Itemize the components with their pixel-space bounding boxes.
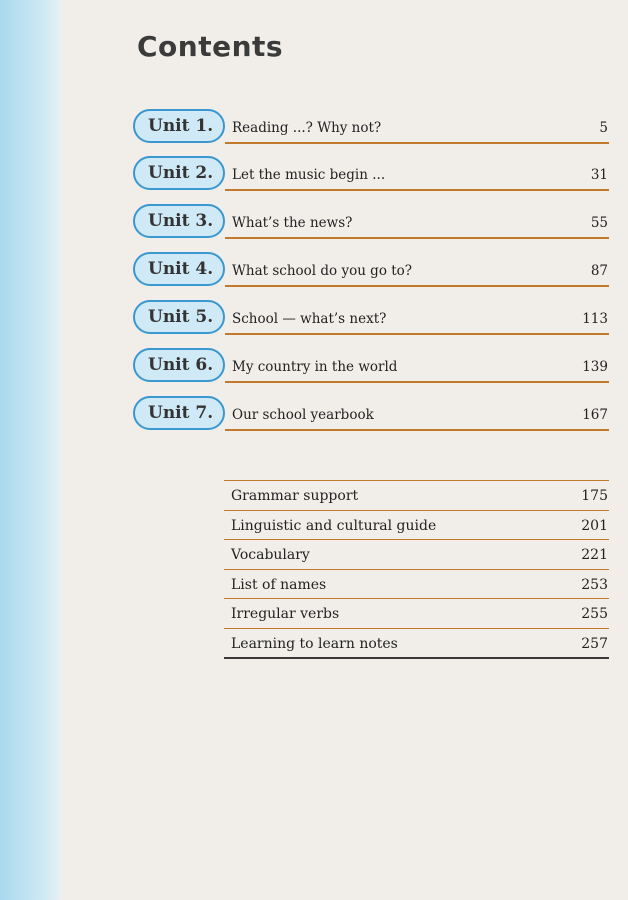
- appendix-entry[interactable]: [224, 629, 609, 660]
- unit-title: What school do you go to?: [232, 263, 413, 279]
- page-number: 55: [590, 215, 608, 231]
- unit-label: Unit 6.: [133, 348, 225, 382]
- appendix-title: Grammar support: [231, 488, 359, 504]
- unit-label: Unit 3.: [133, 204, 225, 238]
- side-color-strip: [0, 0, 60, 900]
- unit-label: Unit 1.: [133, 109, 225, 143]
- appendix-entry[interactable]: [224, 511, 609, 541]
- page-title: Contents: [137, 30, 284, 63]
- divider: [225, 429, 609, 431]
- appendix-entry[interactable]: [224, 480, 609, 511]
- unit-label: Unit 4.: [133, 252, 225, 286]
- unit-label: Unit 5.: [133, 300, 225, 334]
- appendix-entry[interactable]: [224, 599, 609, 629]
- page-number: 255: [581, 606, 608, 622]
- page-number: 175: [581, 488, 608, 504]
- unit-title: School — what’s next?: [232, 311, 387, 327]
- unit-entry[interactable]: [133, 252, 609, 288]
- page-number: 5: [599, 120, 608, 136]
- unit-title: Reading ...? Why not?: [232, 120, 382, 136]
- unit-entry[interactable]: [133, 300, 609, 336]
- unit-entry[interactable]: [133, 109, 609, 145]
- unit-entry[interactable]: [133, 348, 609, 384]
- unit-title: My country in the world: [232, 359, 398, 375]
- page-number: 221: [581, 547, 608, 563]
- unit-title: Our school yearbook: [232, 407, 374, 423]
- appendix-list: [224, 480, 609, 659]
- divider: [225, 381, 609, 383]
- page-number: 31: [590, 167, 608, 183]
- divider: [225, 285, 609, 287]
- divider: [225, 189, 609, 191]
- unit-label: Unit 7.: [133, 396, 225, 430]
- divider: [225, 333, 609, 335]
- page-number: 167: [582, 407, 608, 423]
- unit-title: Let the music begin ...: [232, 167, 386, 183]
- page-number: 87: [590, 263, 608, 279]
- appendix-title: Vocabulary: [231, 547, 310, 563]
- page-number: 139: [582, 359, 608, 375]
- page-number: 253: [581, 576, 608, 593]
- divider: [225, 142, 609, 144]
- appendix-title: Learning to learn notes: [231, 635, 398, 652]
- divider: [225, 237, 609, 239]
- unit-entry[interactable]: [133, 204, 609, 240]
- appendix-title: Linguistic and cultural guide: [231, 517, 437, 534]
- unit-label: Unit 2.: [133, 156, 225, 190]
- unit-entry[interactable]: [133, 396, 609, 432]
- page-number: 257: [581, 635, 608, 652]
- unit-title: What’s the news?: [232, 215, 353, 231]
- appendix-entry[interactable]: [224, 570, 609, 600]
- appendix-title: List of names: [231, 576, 327, 593]
- unit-entry[interactable]: [133, 156, 609, 192]
- page-number: 201: [581, 517, 608, 534]
- appendix-entry[interactable]: [224, 540, 609, 570]
- page-number: 113: [582, 311, 608, 327]
- appendix-title: Irregular verbs: [231, 606, 340, 622]
